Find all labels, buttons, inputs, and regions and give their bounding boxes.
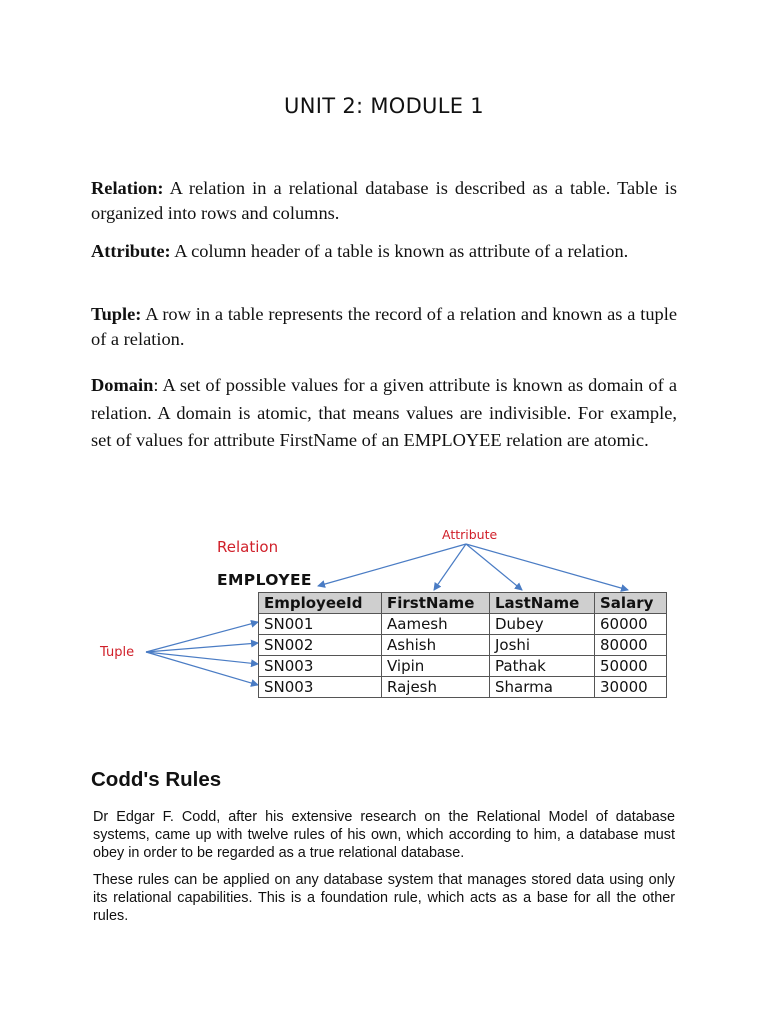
definition-tuple	[91, 302, 677, 352]
employee-table	[258, 592, 667, 698]
column-header: FirstName	[382, 593, 490, 614]
table-cell: Aamesh	[382, 614, 490, 635]
attribute-arrow-firstname	[434, 544, 466, 590]
page-title: UNIT 2: MODULE 1	[284, 94, 484, 118]
section-heading-codd: Codd's Rules	[91, 768, 222, 791]
table-header-row	[259, 593, 667, 614]
table-cell: Vipin	[382, 656, 490, 677]
codd-paragraph-1: Dr Edgar F. Codd, after his extensive research on the Relational Model of database systems, came up with twelve rules of his own, which according to him, a database must obey in order to be regarded as a true relational database.	[93, 809, 675, 861]
table-cell: 80000	[595, 635, 667, 656]
definition-relation	[91, 176, 677, 226]
term-attribute: Attribute:	[91, 241, 171, 261]
tuple-label: Tuple	[100, 645, 135, 660]
table-name: EMPLOYEE	[217, 571, 312, 589]
table-cell: Rajesh	[382, 677, 490, 698]
definition-attribute	[91, 239, 677, 264]
term-domain: Domain	[91, 375, 154, 395]
relation-diagram	[0, 520, 768, 710]
table-cell: SN001	[259, 614, 382, 635]
table-cell: SN002	[259, 635, 382, 656]
table-cell: Dubey	[490, 614, 595, 635]
table-cell: SN003	[259, 677, 382, 698]
table-cell: Ashish	[382, 635, 490, 656]
table-row	[259, 614, 667, 635]
definition-tuple-text: A row in a table represents the record of a relation and known as a tuple of a relation.	[91, 304, 677, 349]
table-cell: 50000	[595, 656, 667, 677]
definition-domain	[91, 372, 677, 455]
relation-label: Relation	[217, 538, 279, 556]
table-cell: 60000	[595, 614, 667, 635]
attribute-label: Attribute	[442, 527, 498, 542]
term-tuple: Tuple:	[91, 304, 142, 324]
table-cell: 30000	[595, 677, 667, 698]
table-cell: SN003	[259, 656, 382, 677]
table-row	[259, 635, 667, 656]
definition-domain-text: : A set of possible values for a given attribute is known as domain of a relation. A domain is atomic, that means values are indivisible. For example, set of values for attribute FirstName of an EMPLOYEE relation are atomic.	[91, 375, 677, 450]
column-header: EmployeeId	[259, 593, 382, 614]
table-row	[259, 656, 667, 677]
column-header: LastName	[490, 593, 595, 614]
term-relation: Relation:	[91, 178, 164, 198]
table-cell: Joshi	[490, 635, 595, 656]
definition-attribute-text: A column header of a table is known as attribute of a relation.	[170, 241, 629, 261]
tuple-arrow-3	[146, 652, 258, 664]
table-row	[259, 677, 667, 698]
table-cell: Pathak	[490, 656, 595, 677]
definition-relation-text: A relation in a relational database is described as a table. Table is organized into rows and columns.	[91, 178, 677, 223]
attribute-arrow-table	[318, 544, 466, 586]
attribute-arrow-salary	[466, 544, 628, 590]
attribute-arrow-lastname	[466, 544, 522, 590]
table-cell: Sharma	[490, 677, 595, 698]
codd-paragraph-2: These rules can be applied on any database system that manages stored data using only its relational capabilities. This is a foundation rule, which acts as a base for all the other rules.	[93, 872, 675, 924]
column-header: Salary	[595, 593, 667, 614]
tuple-arrow-4	[146, 652, 258, 685]
